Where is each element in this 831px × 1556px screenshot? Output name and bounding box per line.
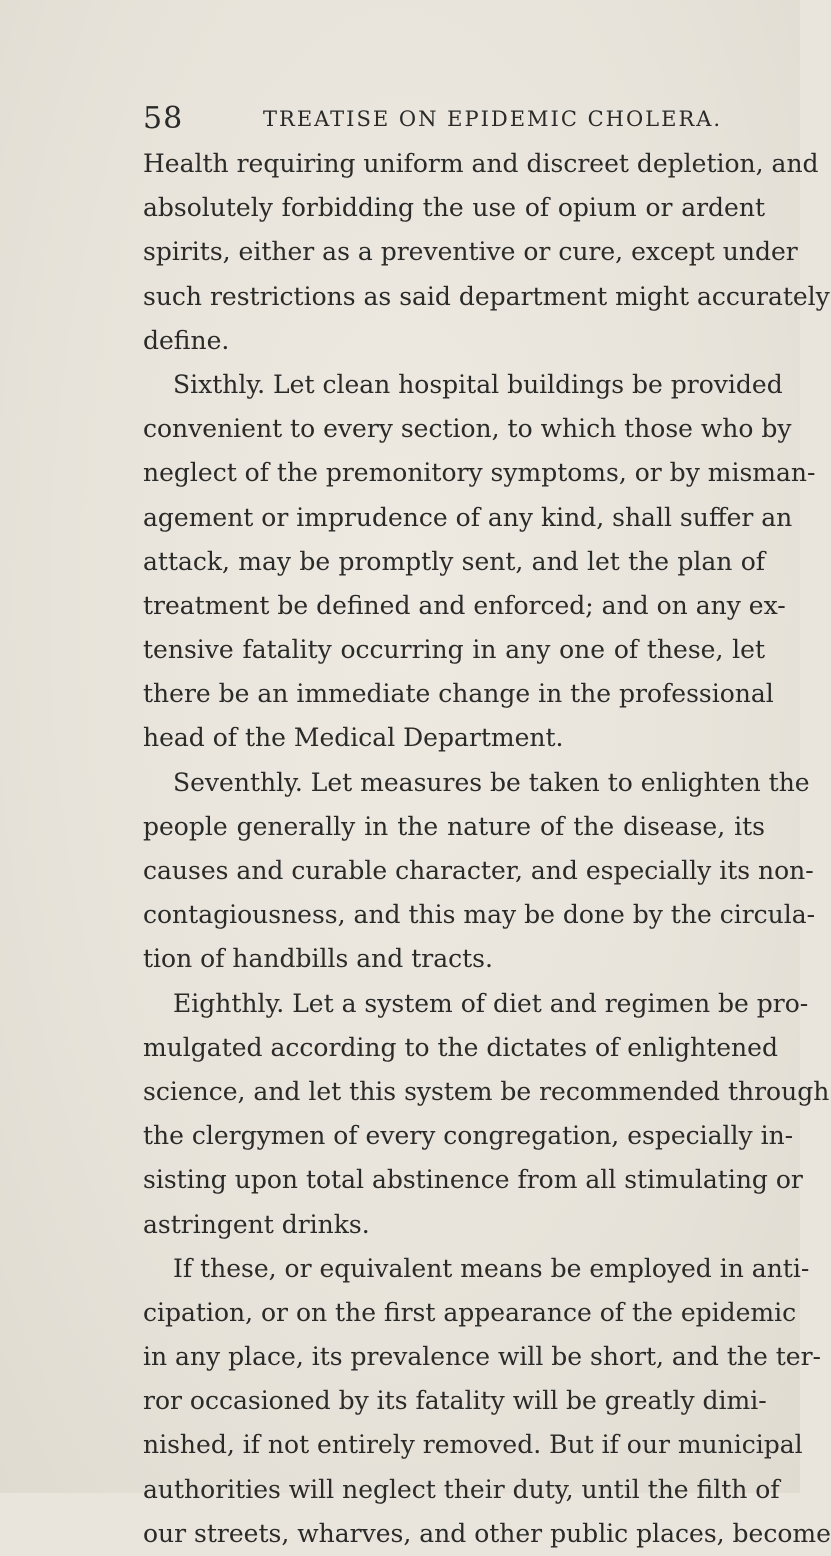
text-line: treatment be defined and enforced; and on any ex-: [143, 590, 786, 620]
text-line: such restrictions as said department might accurately: [143, 281, 830, 311]
text-line: attack, may be promptly sent, and let the plan of: [143, 546, 765, 576]
text-line: ror occasioned by its fatality will be greatly dimi-: [143, 1386, 767, 1416]
text-line: there be an immediate change in the professional: [143, 679, 774, 709]
body-text: [143, 142, 831, 1556]
text-line: Sixthly. Let clean hospital buildings be provided: [173, 369, 783, 399]
text-line: authorities will neglect their duty, until the filth of: [143, 1474, 780, 1504]
text-line: Seventhly. Let measures be taken to enlighten the: [173, 767, 810, 797]
text-line: the clergymen of every congregation, especially in-: [143, 1121, 794, 1151]
text-line: Health requiring uniform and discreet depletion, and: [143, 149, 819, 178]
text-line: tensive fatality occurring in any one of these, let: [143, 635, 765, 665]
text-line: spirits, either as a preventive or cure, except under: [143, 237, 798, 267]
text-line: head of the Medical Department.: [143, 723, 564, 753]
text-line: in any place, its prevalence will be short, and the ter-: [143, 1342, 821, 1372]
text-line: agement or imprudence of any kind, shall suffer an: [143, 502, 793, 532]
text-line: science, and let this system be recommended through: [143, 1076, 830, 1106]
text-line: tion of handbills and tracts.: [143, 944, 493, 974]
text-line: causes and curable character, and especially its non-: [143, 856, 814, 885]
text-line: people generally in the nature of the disease, its: [143, 811, 765, 841]
text-line: nished, if not entirely removed. But if our municipal: [143, 1430, 803, 1460]
text-line: define.: [143, 325, 230, 355]
text-line: If these, or equivalent means be employed in anti-: [173, 1253, 810, 1283]
text-line: mulgated according to the dictates of enlightened: [143, 1032, 778, 1062]
running-title: TREATISE ON EPIDEMIC CHOLERA.: [263, 107, 723, 131]
text-line: sisting upon total abstinence from all stimulating or: [143, 1165, 803, 1195]
text-line: astringent drinks.: [143, 1209, 370, 1239]
text-line: our streets, wharves, and other public places, become: [143, 1518, 831, 1548]
text-line: Eighthly. Let a system of diet and regimen be pro-: [173, 988, 809, 1018]
text-line: contagiousness, and this may be done by the circula-: [143, 900, 816, 930]
text-line: absolutely forbidding the use of opium or ardent: [143, 193, 765, 223]
text-line: neglect of the premonitory symptoms, or by misman-: [143, 458, 816, 488]
running-head: [143, 100, 795, 138]
text-line: convenient to every section, to which those who by: [143, 414, 792, 444]
page-number: 58: [143, 101, 184, 136]
text-line: cipation, or on the first appearance of the epidemic: [143, 1297, 797, 1327]
